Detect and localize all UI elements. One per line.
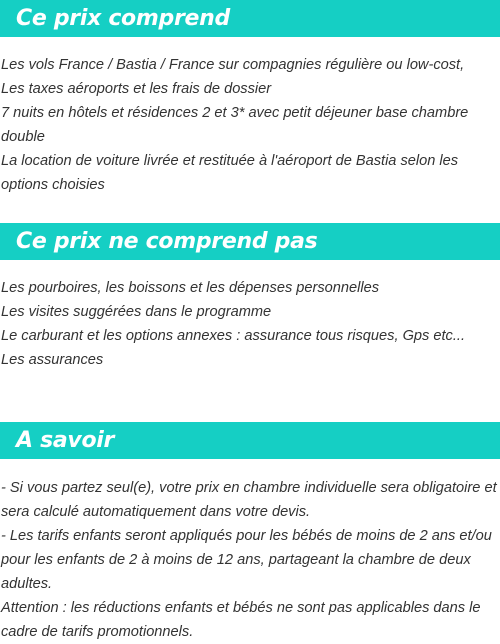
- list-item: - Si vous partez seul(e), votre prix en chambre individuelle sera obligatoire et sera calculé automatiquement dans votre devis.: [1, 480, 497, 520]
- not-included-list: [1, 276, 500, 372]
- list-item: 7 nuits en hôtels et résidences 2 et 3* avec petit déjeuner base chambre double: [1, 105, 469, 145]
- section-title: Ce prix ne comprend pas: [16, 229, 318, 254]
- list-item: - Les tarifs enfants seront appliqués pour les bébés de moins de 2 ans et/ou pour les enfants de 2 à moins de 12 ans, partageant la chambre de deux adultes.: [1, 528, 492, 592]
- good-to-know-list: [1, 476, 500, 644]
- list-item: Le carburant et les options annexes : assurance tous risques, Gps etc...: [1, 328, 466, 344]
- section-title: A savoir: [16, 428, 115, 453]
- list-item: La location de voiture livrée et restituée à l'aéroport de Bastia selon les options choisies: [1, 153, 459, 193]
- included-list: [1, 53, 500, 197]
- list-item: Les taxes aéroports et les frais de dossier: [1, 81, 272, 97]
- section-header-included: [0, 0, 500, 37]
- section-title: Ce prix comprend: [16, 6, 230, 31]
- list-item: Les pourboires, les boissons et les dépenses personnelles: [1, 280, 380, 296]
- list-item: Attention : les réductions enfants et bébés ne sont pas applicables dans le cadre de tarifs promotionnels.: [1, 600, 481, 640]
- section-header-good-to-know: [0, 422, 500, 459]
- list-item: Les assurances: [1, 352, 104, 368]
- list-item: Les vols France / Bastia / France sur compagnies régulière ou low-cost,: [1, 57, 465, 73]
- section-header-not-included: [0, 223, 500, 260]
- list-item: Les visites suggérées dans le programme: [1, 304, 272, 320]
